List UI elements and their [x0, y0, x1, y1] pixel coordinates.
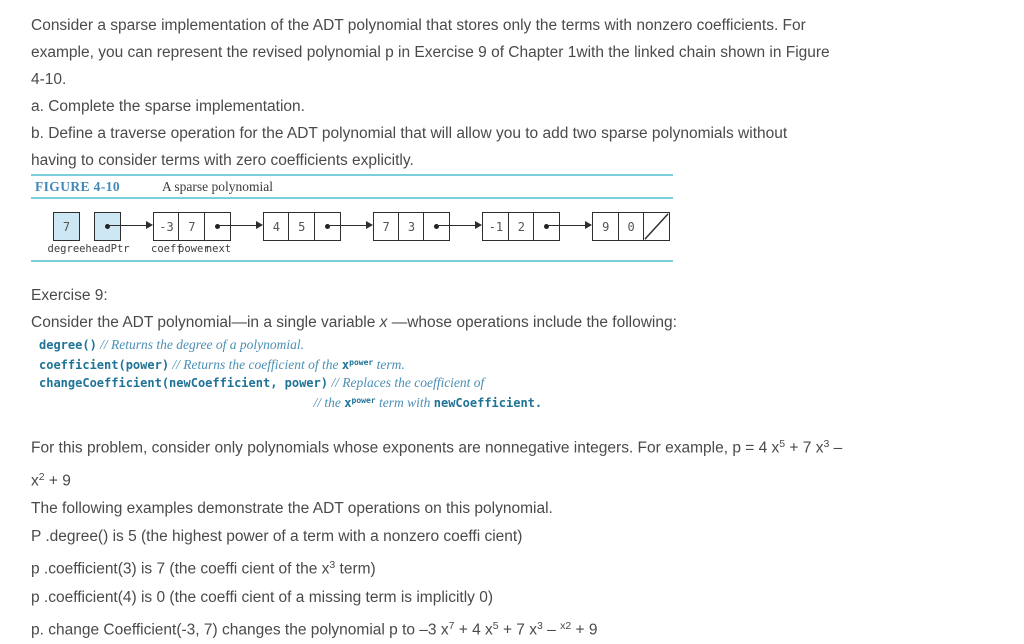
text-line: having to consider terms with zero coefficients explicitly.: [31, 147, 994, 174]
linked-chain-diagram: [31, 199, 673, 260]
code-line: degree() // Returns the degree of a polynomial.: [39, 336, 994, 354]
text-line: p .coefficient(4) is 0 (the coeffi cient of a missing term is implicitly 0): [31, 584, 994, 612]
text-line: p. change Coefficient(-3, 7) changes the polynomial p to –3 $x^7 + 4$ $x^5 + 7$ $x^3 - ^{x2} + 9$: [31, 612, 994, 644]
exercise-title: Exercise 9:: [31, 282, 994, 309]
text-line: b. Define a traverse operation for the ADT polynomial that will allow you to add two sparse polynomials without: [31, 120, 994, 147]
power-cell: 5: [288, 212, 315, 241]
pointer-arrow-icon: [327, 212, 373, 241]
null-slash-icon: [644, 213, 669, 240]
text-line: a. Complete the sparse implementation.: [31, 93, 994, 120]
coeff-cell: 9: [592, 212, 619, 241]
coeff-cell: -3: [153, 212, 180, 241]
degree-box: [53, 212, 80, 241]
figure-bottom-rule: [31, 260, 673, 262]
text-line: For this problem, consider only polynomials whose exponents are nonnegative integers. For example, p = 4 $x^5 + 7$ $x^3$ –: [31, 430, 994, 463]
pointer-arrow-icon: [546, 212, 592, 241]
power-cell: 3: [398, 212, 425, 241]
null-pointer-cell: [643, 212, 670, 241]
power-cell: 0: [618, 212, 645, 241]
body-paragraphs: [31, 430, 994, 644]
figure-caption-row: [31, 176, 673, 197]
poly-node: [592, 212, 670, 241]
code-line: changeCoefficient(newCoefficient, power) // Replaces the coefficient of: [39, 374, 994, 392]
cell-label: power: [178, 243, 205, 255]
figure-4-10: [31, 174, 673, 262]
power-cell: 2: [508, 212, 535, 241]
text-line: $x^2 + 9$: [31, 463, 994, 496]
code-line: coefficient(power) // Returns the coefficient of the $x^{power}$ term.: [39, 354, 994, 374]
power-cell: 7: [178, 212, 205, 241]
coeff-cell: 4: [263, 212, 290, 241]
pointer-arrow-icon: [436, 212, 482, 241]
pointer-arrow-icon: [217, 212, 263, 241]
adt-operations-code: [31, 336, 994, 412]
intro-paragraph: [31, 12, 994, 174]
figure-label: FIGURE 4-10: [35, 179, 120, 195]
cell-label: next: [205, 243, 232, 255]
text-line: The following examples demonstrate the ADT operations on this polynomial.: [31, 495, 994, 523]
text-line: P .degree() is 5 (the highest power of a term with a nonzero coeffi cient): [31, 523, 994, 551]
cell-label: coeff: [151, 243, 178, 255]
figure-title: A sparse polynomial: [162, 179, 273, 195]
text-line: 4-10.: [31, 66, 994, 93]
text-line: Consider a sparse implementation of the ADT polynomial that stores only the terms with nonzero coefficients. For: [31, 12, 994, 39]
degree-label: degree: [48, 243, 86, 255]
text-line: p .coefficient(3) is 7 (the coeffi cient of the $x^3$ term): [31, 551, 994, 584]
cell-labels: [151, 243, 232, 255]
pointer-arrow-icon: [107, 212, 153, 241]
coeff-cell: 7: [373, 212, 400, 241]
degree-value: 7: [53, 212, 80, 241]
text-line: example, you can represent the revised polynomial p in Exercise 9 of Chapter 1with the linked chain shown in Figure: [31, 39, 994, 66]
headptr-label: headPtr: [85, 243, 129, 255]
code-line: // the $x^{power}$ term with newCoefficient.: [39, 392, 994, 412]
coeff-cell: -1: [482, 212, 509, 241]
exercise-intro: Consider the ADT polynomial—in a single variable x —whose operations include the following:: [31, 309, 994, 336]
